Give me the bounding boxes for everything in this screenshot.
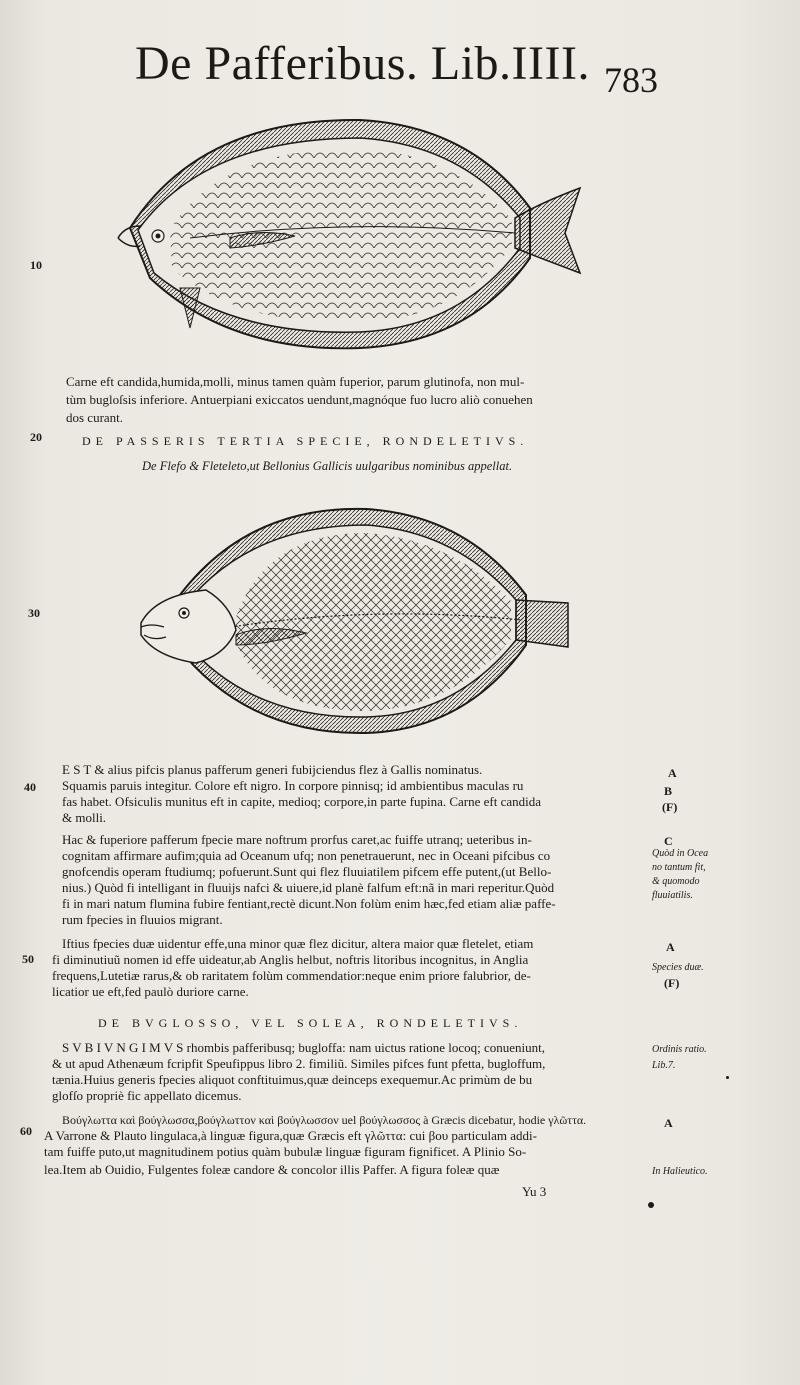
text-line: nius.) Quòd fi intelligant in fluuijs nafci & uiuere,id planè falfum eft:nã in mari reperitur.Quòd — [62, 880, 555, 895]
text-line: tùm bugloſsis inferiore. Antuerpiani exiccatos uendunt,magnóque fuo lucro aliò conuehen — [66, 392, 533, 407]
side-note: Ordinis ratio. — [652, 1044, 707, 1055]
side-note: Quòd in Ocea — [652, 848, 709, 859]
text-line: gnofcendis operam ftudiumq; pofuerunt.Sunt qui flez fluuiatilem pifcem effe putent,(ut Bello- — [62, 864, 552, 879]
margin-number: 20 — [30, 430, 42, 444]
side-note: & quomodo — [652, 876, 700, 887]
side-note: no tantum fit, — [652, 862, 706, 873]
catchword: Yu 3 — [522, 1184, 547, 1199]
text-line: cognitam affirmare aufim;quia ad Oceanum ufq; non penetrauerunt, nec in Oceani pifcibus co — [62, 848, 551, 863]
text-line: Iftius fpecies duæ uidentur effe,una minor quæ flez dicitur, altera maior quæ fletelet, etiam — [62, 936, 534, 951]
text-line: dos curant. — [66, 410, 124, 425]
fish-woodcut-2 — [136, 505, 576, 740]
side-note: fluuiatilis. — [652, 890, 693, 901]
text-line: fi in mari natum flumina fubire fentiant,rectè dicunt.Non folùm enim hæc,fed etiam aliæ paffe- — [62, 896, 556, 911]
side-note: Species duæ. — [652, 962, 704, 973]
side-letter: (F) — [662, 800, 678, 814]
text-line: E S T & alius pifcis planus pafferum generi fubijciendus flez à Gallis nominatus. — [62, 762, 483, 777]
margin-number: 10 — [30, 258, 42, 272]
side-letter: A — [666, 940, 675, 954]
section-heading: DE BVGLOSSO, VEL SOLEA, RONDELETIVS. — [98, 1016, 523, 1030]
text-line: & molli. — [62, 810, 107, 825]
text-line: fi diminutiuũ nomen id effe uideatur,ab Anglis helbut, noftris litoribus incognitus, in Anglia — [52, 952, 529, 967]
text-line: tænia.Huius generis fpecies aliquot conftituimus,quæ deinceps exequemur.Ac primùm de bu — [52, 1072, 533, 1087]
text-line: A Varrone & Plauto lingulaca,à linguæ figura,quæ Græcis eft γλῶττα: cui βου particulam addi- — [44, 1128, 537, 1143]
text-line: tam fuiffe puto,ut magnitudinem potius quàm bubulæ linguæ figuram fignificet. A Plinio So- — [44, 1144, 527, 1159]
margin-number: 40 — [24, 780, 36, 794]
side-letter: C — [664, 834, 673, 848]
side-letter: A — [668, 766, 677, 780]
text-line: & ut apud Athenæum fcripfit Speufippus libro 2. fimiliũ. Similes pifces funt pfetta, bugloffum, — [52, 1056, 546, 1071]
ink-speck — [648, 1202, 654, 1208]
text-line: lea.Item ab Ouidio, Fulgentes foleæ candore & concolor illis Paffer. A figura foleæ quæ — [44, 1162, 500, 1177]
text-line: licatior ue eft,fed paulò duriore carne. — [52, 984, 249, 999]
side-note: Lib.7. — [652, 1060, 676, 1071]
text-line: Squamis paruis integitur. Colore eft nigro. In corpore pinnisq; id ambientibus maculas ru — [62, 778, 524, 793]
text-line: Carne eft candida,humida,molli, minus tamen quàm fuperior, parum glutinofa, non mul- — [66, 374, 525, 389]
text-line: fas habet. Ofsiculis munitus eft in capite, medioq; corpore,in parte fupina. Carne eft candida — [62, 794, 542, 809]
text-line: Hac & fuperiore pafferum fpecie mare noftrum prorfus caret,ac fuiffe utranq; ueteribus in- — [62, 832, 532, 847]
margin-number: 60 — [20, 1124, 32, 1138]
text-line: Βούγλωττα καὶ βούγλωσσα,βούγλωττον καὶ βούγλωσσον uel βούγλωσσος à Græcis dicebatur, hodie γλῶττα. — [62, 1113, 587, 1127]
section-subheading: De Flefo & Fleteleto,ut Bellonius Gallicis uulgaribus nominibus appellat. — [142, 459, 513, 473]
fish-woodcut-1 — [110, 108, 590, 358]
side-letter: A — [664, 1116, 673, 1130]
side-letter: (F) — [664, 976, 680, 990]
text-line: frequens,Lutetiæ rarus,& ob raritatem folùm commendatior:neque enim priore falubrior, de- — [52, 968, 531, 983]
margin-number: 30 — [28, 606, 40, 620]
section-heading: DE PASSERIS TERTIA SPECIE, RONDELETIVS. — [82, 434, 529, 448]
ink-speck — [726, 1076, 729, 1079]
margin-number: 50 — [22, 952, 34, 966]
running-head: De Pafferibus. Lib.IIII. — [135, 37, 590, 90]
text-line: S V B I V N G I M V S rhombis pafferibusq; bugloffa: nam uictus ratione locoq; conueniunt, — [62, 1040, 546, 1055]
side-note: In Halieutico. — [652, 1166, 708, 1177]
text-line: rum fpecies in fluuios migrant. — [62, 912, 223, 927]
side-letter: B — [664, 784, 673, 798]
text-line: glofſo propriè fic appellato dicemus. — [52, 1088, 242, 1103]
page-number: 783 — [604, 60, 658, 100]
